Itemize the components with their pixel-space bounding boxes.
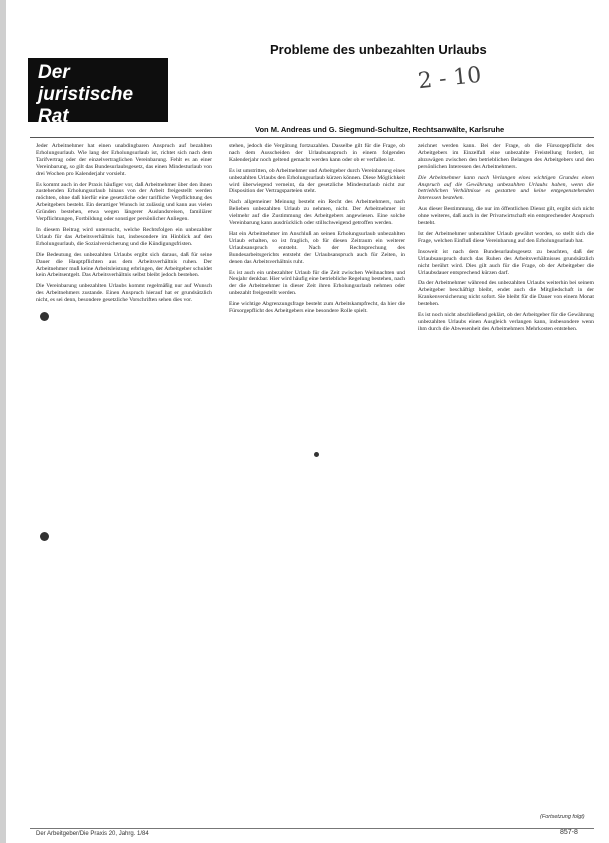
paragraph: Es ist auch ein unbezahlter Urlaub für die Zeit zwischen Weihnachten und Neujahr denkbar. Hier wird häufig eine betriebliche Regelung bestehen, nach der die Arbeitnehmer in dieser Zeit ihren Erholungsurlaub nehmen oder unbezahlt freigestellt werden. (229, 269, 405, 297)
paragraph: In diesem Beitrag wird untersucht, welche Rechtsfolgen ein unbezahlter Urlaub für das Arbeitsverhältnis hat, insbesondere im Hinblick auf den Erholungsurlaub, die Sozialversicherung und die Kündigungsfristen. (36, 226, 212, 247)
paragraph: stehen, jedoch die Vergütung fortzuzahlen. Dasselbe gilt für die Frage, ob nach dem Ausscheiden der Urlaubsanspruch in einem folgenden Kalenderjahr noch geltend gemacht werden kann oder ob er verfallen ist. (229, 143, 405, 163)
paragraph: Ist der Arbeitnehmer unbezahlter Urlaub gewährt worden, so stellt sich die Frage, welchen Einfluß diese Vereinbarung auf den Erholungsurlaub hat. (418, 230, 594, 244)
paragraph: Aus dieser Bestimmung, die nur im öffentlichen Dienst gilt, ergibt sich nicht ohne weiteres, daß auch in der Privatwirtschaft ein entsprechender Anspruch besteht. (418, 206, 594, 227)
paragraph: Die Bedeutung des unbezahlten Urlaubs ergibt sich daraus, daß für seine Dauer die Hauptpflichten aus dem Arbeitsverhältnis ruhen. Der Arbeitnehmer muß keine Arbeitsleistung erbringen, der Arbeitgeber schuldet kein Arbeitsentgelt. Das Arbeitsverhältnis selbst bleibt jedoch bestehen. (36, 251, 212, 279)
paragraph: Hat ein Arbeitnehmer im Anschluß an seinen Erholungsurlaub unbezahlten Urlaub erhalten, so ist fraglich, ob für diesen Zeitraum ein weiterer Urlaubsanspruch entsteht. Nach der Rechtsprechung des Bundesarbeitsgerichts entsteht der Urlaubsanspruch auch für Zeiten, in denen das Arbeitsverhältnis ruht. (229, 230, 405, 265)
punch-hole-mark (40, 532, 49, 541)
quoted-paragraph: Die Arbeitnehmer kann nach Verlangen eines wichtigen Grundes einen Anspruch auf die Gewährung unbezahlten Urlaubs haben, wenn die betrieblichen Verhältnisse es gestatten und keine entgegenstehenden Interessen bestehen. (418, 174, 594, 202)
paragraph: Nach allgemeiner Meinung besteht ein Recht des Arbeitnehmers, nach Belieben unbezahlten Urlaub zu nehmen, nicht. Der Arbeitnehmer ist vielmehr auf die Zustimmung des Arbeitgebers angewiesen. Eine solche Vereinbarung kann ausdrücklich oder stillschweigend getroffen werden. (229, 199, 405, 227)
punch-hole-mark (40, 312, 49, 321)
article-authors: Von M. Andreas und G. Siegmund-Schultze, Rechtsanwälte, Karlsruhe (255, 125, 505, 134)
header-divider (30, 137, 594, 138)
paragraph: Es ist noch nicht abschließend geklärt, ob der Arbeitgeber für die Gewährung unbezahlten Urlaubs einen Ausgleich verlangen kann, insbesondere wenn ihm durch die Abwesenheit des Arbeitnehmers Mehrkosten entstehen. (418, 312, 594, 332)
handwritten-note: 2 - 10 (416, 62, 483, 95)
paragraph: Jeder Arbeitnehmer hat einen unabdingbaren Anspruch auf bezahlten Erholungsurlaub. Wie lang der Erholungsurlaub ist, richtet sich nach dem Tarifvertrag oder der einzelvertraglichen Vereinbarung. Fehlt es an einer Vereinbarung, so gilt das Bundesurlaubsgesetz, das einen Mindesturlaub von drei Wochen pro Kalenderjahr vorsieht. (36, 143, 212, 177)
ink-mark (314, 452, 319, 457)
paragraph: zeichnet werden kann. Bei der Frage, ob die Fürsorgepflicht des Arbeitgebers im Einzelfall eine unbezahlte Freistellung fordert, ist abzuwägen zwischen den betrieblichen Belangen des Arbeitgebers und den persönlichen Interessen des Arbeitnehmers. (418, 143, 594, 170)
article-title: Probleme des unbezahlten Urlaubs (270, 42, 487, 57)
text-column-3 (418, 143, 594, 337)
paragraph: Die Vereinbarung unbezahlten Urlaubs kommt regelmäßig nur auf Wunsch des Arbeitnehmers zustande. Einen Anspruch hierauf hat er grundsätzlich nicht, es sei denn, besondere gesetzliche Vorschriften sehen dies vor. (36, 283, 212, 304)
paragraph: Insoweit ist nach dem Bundesurlaubsgesetz zu beachten, daß der Urlaubsanspruch durch das Ruhen des Arbeitsverhältnisses grundsätzlich nicht berührt wird. Dies gilt auch für die Frage, ob der Arbeitgeber die Urlaubsdauer entsprechend kürzen darf. (418, 248, 594, 276)
paragraph: Es kommt auch in der Praxis häufiger vor, daß Arbeitnehmer über den ihnen zustehenden Erholungsurlaub hinaus von der Arbeit freigestellt werden möchten, ohne daß hierfür eine gesetzliche oder tarifliche Verpflichtung des Arbeitgebers besteht. Ein derartiger Wunsch ist zulässig und kann aus vielen Gründen bestehen, etwa wegen längerer Auslandsreisen, familiärer Verpflichtungen, Fortbildung oder sonstiger persönlicher Anliegen. (36, 181, 212, 223)
paragraph: Da der Arbeitnehmer während des unbezahlten Urlaubs weiterhin bei seinem Arbeitgeber beschäftigt bleibt, endet auch die Mitgliedschaft in der Krankenversicherung nicht sofort. Sie bleibt für die Dauer von einem Monat bestehen. (418, 280, 594, 308)
footer-divider (30, 828, 594, 829)
journal-reference: Der Arbeitgeber/Die Praxis 20, Jahrg. 1/84 (36, 831, 149, 837)
page-number: 857-8 (560, 829, 578, 836)
continued-note: (Fortsetzung folgt) (540, 814, 585, 820)
text-column-2 (229, 143, 405, 319)
scan-edge (0, 0, 6, 843)
paragraph: Es ist umstritten, ob Arbeitnehmer und Arbeitgeber durch Vereinbarung eines unbezahlten Urlaubs den Erholungsurlaub kürzen können. Diese Möglichkeit wird überwiegend verneint, da der gesetzliche Mindesturlaub nicht zur Disposition der Vertragsparteien steht. (229, 167, 405, 195)
text-column-1 (36, 143, 212, 308)
section-badge-text: Der juristische Rat (38, 62, 134, 127)
paragraph: Eine wichtige Abgrenzungsfrage besteht zum Arbeitskampfrecht, da hier die Fürsorgepflicht des Arbeitgebers eine besondere Rolle spielt. (229, 301, 405, 315)
